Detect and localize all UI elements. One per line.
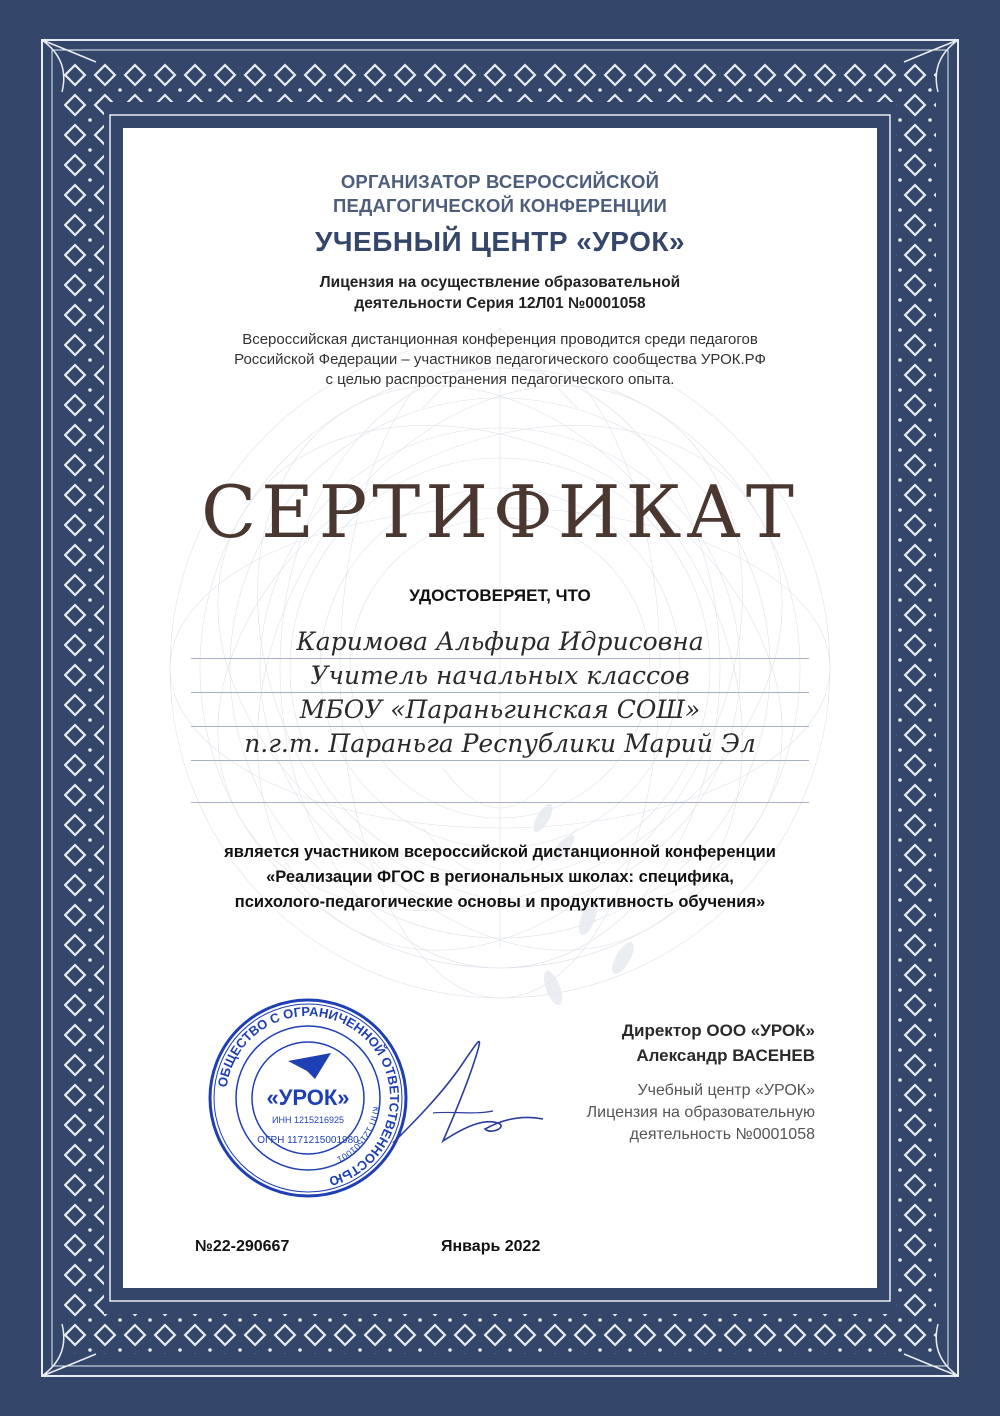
- participation-text: [123, 840, 877, 915]
- director-name: Александр ВАСЕНЕВ: [636, 1046, 815, 1065]
- certifies-label: УДОСТОВЕРЯЕТ, ЧТО: [409, 586, 591, 605]
- organizer-line-1: ОРГАНИЗАТОР ВСЕРОССИЙСКОЙ: [340, 171, 660, 192]
- conference-description: [123, 330, 877, 390]
- participation-line-1: является участником всероссийской дистанционной конференции: [224, 843, 776, 861]
- certificate-number: №22-290667: [195, 1238, 290, 1255]
- license-line-1: Лицензия на осуществление образовательной: [319, 274, 681, 291]
- organizer-heading: [123, 170, 877, 218]
- paper-plane-icon: [288, 1053, 331, 1079]
- organizer-name: УЧЕБНЫЙ ЦЕНТР «УРОК»: [314, 226, 686, 257]
- director-details: [587, 1080, 815, 1146]
- stamp-name: «УРОК»: [266, 1085, 350, 1110]
- recipient-empty-line: [191, 764, 809, 803]
- recipient-location: п.г.т. Параньга Республики Марий Эл: [191, 722, 809, 761]
- stamp-inn: ИНН 1215216925: [271, 1115, 345, 1125]
- license-line-2: деятельности Серия 12Л01 №0001058: [354, 295, 646, 312]
- certificate-paper: [123, 128, 877, 1288]
- director-title: Директор ООО «УРОК»: [621, 1021, 815, 1040]
- description-line-3: с целью распространения педагогического опыта.: [325, 371, 675, 388]
- certificate-date: Январь 2022: [441, 1238, 541, 1255]
- director-license-line-1: Лицензия на образовательную: [586, 1104, 815, 1121]
- description-line-1: Всероссийская дистанционная конференция проводится среди педагогов: [242, 331, 758, 348]
- recipient-position: Учитель начальных классов: [191, 654, 809, 693]
- organizer-line-2: ПЕДАГОГИЧЕСКОЙ КОНФЕРЕНЦИИ: [333, 195, 667, 216]
- stamp-ogrn: ОГРН 1171215001980: [257, 1135, 359, 1146]
- stamp-kpp: КПП 121501001: [335, 1105, 382, 1165]
- certificate-title: СЕРТИФИКАТ: [201, 470, 799, 554]
- director-signature: [373, 1023, 553, 1163]
- description-line-2: Российской Федерации – участников педагогического сообщества УРОК.РФ: [234, 351, 766, 368]
- recipient-school: МБОУ «Параньгинская СОШ»: [191, 688, 809, 727]
- participation-line-3: психолого-педагогические основы и продуктивность обучения»: [234, 893, 766, 911]
- recipient-name: Каримова Альфира Идрисовна: [191, 620, 809, 659]
- participation-line-2: «Реализации ФГОС в региональных школах: специфика,: [266, 868, 734, 886]
- director-org: Учебный центр «УРОК»: [637, 1082, 815, 1099]
- director-block: [587, 1018, 815, 1146]
- stamp-outer-text: ОБЩЕСТВО С ОГРАНИЧЕННОЙ ОТВЕТСТВЕННОСТЬЮ: [214, 1003, 403, 1190]
- director-license-line-2: деятельность №0001058: [629, 1126, 815, 1143]
- license-info: [123, 272, 877, 314]
